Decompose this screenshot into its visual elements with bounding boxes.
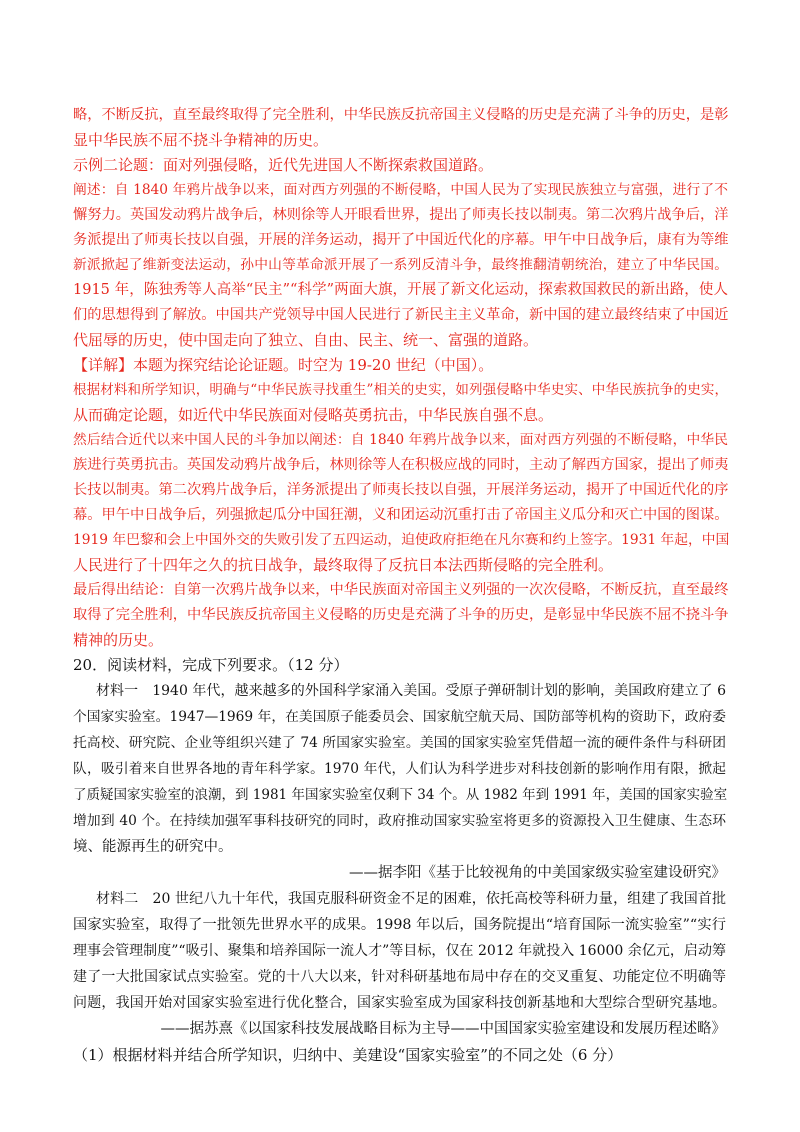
- material2-line: 材料二 20 世纪八九十年代，我国克服科研资金不足的困难，依托高校等科研力量，组建了我国首批: [96, 891, 726, 907]
- detail-line: 幕。甲午中日战争后，列强掀起瓜分中国狂潮，义和团运动沉重打击了帝国主义瓜分和灭亡中国的图谋。: [73, 507, 729, 523]
- detail-line: 族进行英勇抗击。英国发动鸦片战争后，林则徐等人在积极应战的同时，主动了解西方国家，提出了师夷: [73, 457, 729, 473]
- detail-line: 人民进行了十四年之久的抗日战争，最终取得了反抗日本法西斯侵略的完全胜利。: [73, 556, 614, 574]
- conclusion-line: 最后得出结论：自第一次鸦片战争以来，中华民族面对帝国主义列强的一次次侵略，不断反抗，直至最终: [73, 582, 729, 598]
- detail-heading: 【详解】本题为探究结论论证题。时空为 19-20 世纪（中国）。: [73, 356, 494, 374]
- material1-line: 了质疑国家实验室的浪潮，到 1981 年国家实验室仅剩下 34 个。从 1982 年到 1991 年，美国的国家实验室: [73, 787, 728, 803]
- question-title: 20．阅读材料，完成下列要求。（12 分）: [73, 656, 349, 674]
- elaboration-line: 务派提出了师夷长技以自强，开展的洋务运动，揭开了中国近代化的序幕。甲午中日战争后，康有为等维: [73, 232, 729, 248]
- material1-source: ——据李阳《基于比较视角的中美国家级实验室建设研究》: [349, 865, 726, 881]
- elaboration-line: 新派掀起了维新变法运动，孙中山等革命派开展了一系列反清斗争，最终推翻清朝统治，建立了中华民国。: [73, 257, 728, 273]
- material2-line: 理事会管理制度”“吸引、聚集和培养国际一流人才”等目标，仅在 2012 年就投入 16000 余亿元，启动筹: [73, 943, 726, 959]
- detail-line: 然后结合近代以来中国人民的斗争加以阐述：自 1840 年鸦片战争以来，面对西方列强的不断侵略，中华民: [73, 432, 728, 448]
- detail-line: 根据材料和所学知识，明确与“中华民族寻找重生”相关的史实，如列强侵略中华史实、中华民族抗争的史实，: [73, 382, 728, 398]
- detail-line: 长技以制夷。第二次鸦片战争后，洋务派提出了师夷长技以自强，开展洋务运动，揭开了中国近代化的序: [73, 482, 729, 498]
- detail-line: 1919 年巴黎和会上中国外交的失败引发了五四运动，迫使政府拒绝在凡尔赛和约上签字。1931 年起，中国: [73, 532, 730, 548]
- answer-line: 略，不断反抗，直至最终取得了完全胜利，中华民族反抗帝国主义侵略的历史是充满了斗争的历史，是彰: [73, 107, 729, 123]
- material1-line: 材料一 1940 年代，越来越多的外国科学家涌入美国。受原子弹研制计划的影响，美国政府建立了 6: [96, 683, 726, 699]
- conclusion-line: 精神的历史。: [73, 631, 164, 649]
- example2-heading: 示例二论题：面对列强侵略，近代先进国人不断探索救国道路。: [73, 156, 494, 174]
- material2-line: 建了一大批国家试点实验室。党的十八大以来，针对科研基地布局中存在的交叉重复、功能定位不明确等: [73, 969, 726, 985]
- material2-line: 问题，我国开始对国家实验室进行优化整合，国家实验室成为国家科技创新基地和大型综合型研究基地。: [73, 995, 726, 1011]
- elaboration-line: 阐述：自 1840 年鸦片战争以来，面对西方列强的不断侵略，中国人民为了实现民族独立与富强，进行了不: [73, 182, 728, 198]
- material1-line: 个国家实验室。1947—1969 年，在美国原子能委员会、国家航空航天局、国防部等机构的资助下，政府委: [73, 709, 726, 725]
- elaboration-line: 1915 年，陈独秀等人高举“民主”“科学”两面大旗，开展了新文化运动，探索救国救民的新出路，使人: [73, 282, 728, 298]
- material1-line: 境、能源再生的研究中。: [73, 839, 233, 855]
- elaboration-line: 们的思想得到了解放。中国共产党领导中国人民进行了新民主主义革命，新中国的建立最终结束了中国近: [73, 307, 729, 323]
- answer-line: 显中华民族不屈不挠斗争精神的历史。: [73, 131, 329, 149]
- detail-line: 从而确定论题，如近代中华民族面对侵略英勇抗击，中华民族自强不息。: [73, 406, 554, 424]
- sub-question-1: （1）根据材料并结合所学知识，归纳中、美建设“国家实验室”的不同之处（6 分）: [73, 1046, 623, 1064]
- material1-line: 托高校、研究院、企业等组织兴建了 74 所国家实验室。美国的国家实验室凭借超一流的硬件条件与科研团: [73, 735, 726, 751]
- material2-source: ——据苏熹《以国家科技发展战略目标为主导——中国国家实验室建设和发展历程述略》: [160, 1021, 726, 1037]
- conclusion-line: 取得了完全胜利，中华民族反抗帝国主义侵略的历史是充满了斗争的历史，是彰显中华民族不屈不挠斗争: [73, 607, 729, 623]
- material1-line: 队，吸引着来自世界各地的青年科学家。1970 年代，人们认为科学进步对科技创新的影响作用有限，掀起: [73, 761, 726, 777]
- elaboration-line: 代屈辱的历史，使中国走向了独立、自由、民主、统一、富强的道路。: [73, 331, 539, 349]
- material2-line: 国家实验室，取得了一批领先世界水平的成果。1998 年以后，国务院提出“培育国际一流实验室”“实行: [73, 917, 726, 933]
- material1-line: 增加到 40 个。在持续加强军事科技研究的同时，政府推动国家实验室将更多的资源投入卫生健康、生态环: [73, 813, 726, 829]
- elaboration-line: 懈努力。英国发动鸦片战争后，林则徐等人开眼看世界，提出了师夷长技以制夷。第二次鸦片战争后，洋: [73, 207, 729, 223]
